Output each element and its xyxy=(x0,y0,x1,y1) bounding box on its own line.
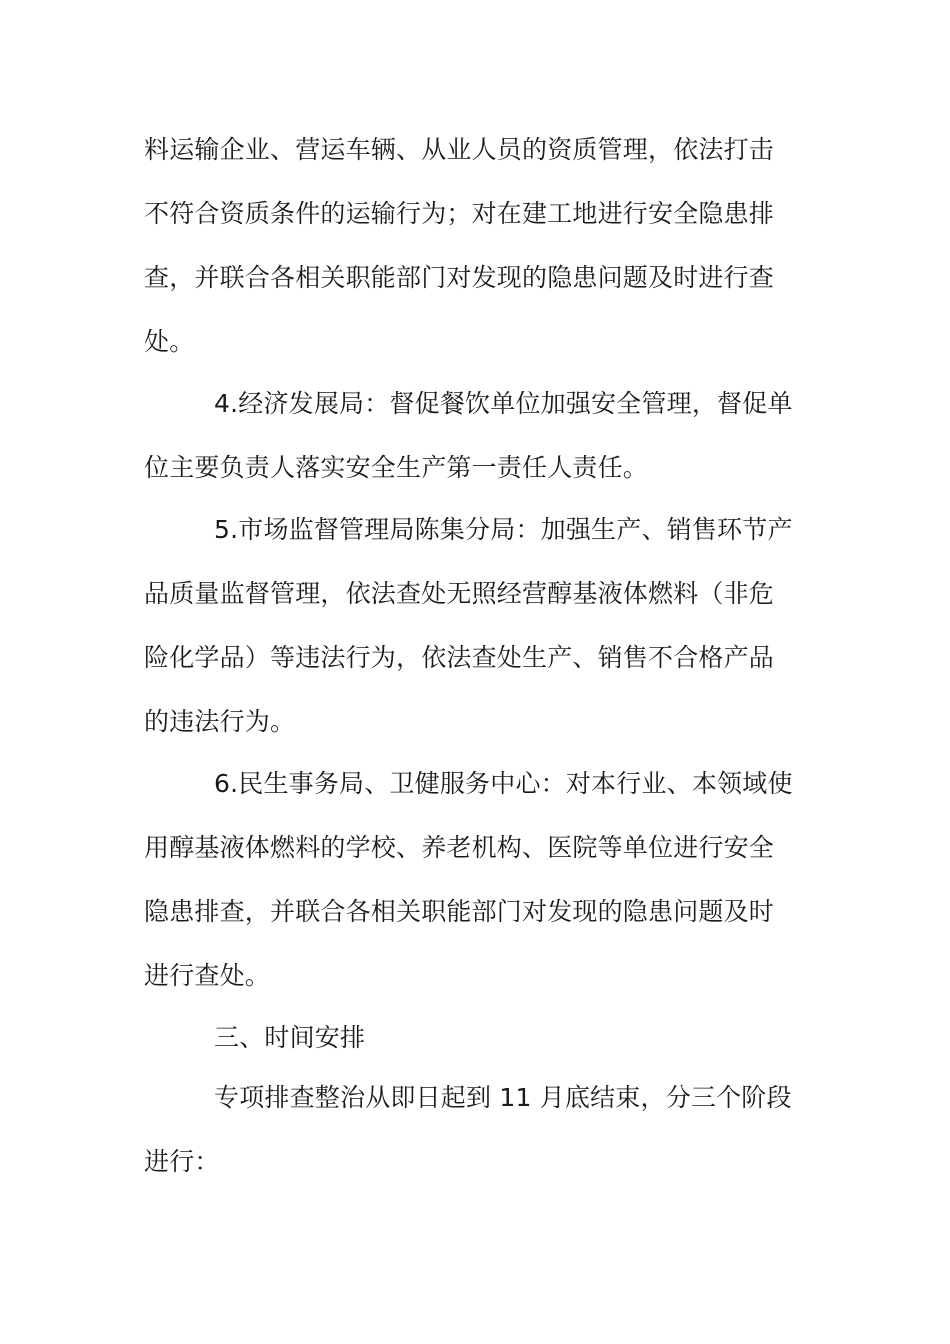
paragraph-line: 进行查处。 xyxy=(144,961,271,990)
paragraph-line: 查，并联合各相关职能部门对发现的隐患问题及时进行查 xyxy=(144,263,775,292)
paragraph-line: 处。 xyxy=(144,327,195,356)
paragraph-line: 位主要负责人落实安全生产第一责任人责任。 xyxy=(144,453,649,482)
paragraph-line: 险化学品）等违法行为，依法查处生产、销售不合格产品 xyxy=(144,643,775,672)
paragraph-line: 品质量监督管理，依法查处无照经营醇基液体燃料（非危 xyxy=(144,579,775,608)
paragraph-line: 不符合资质条件的运输行为；对在建工地进行安全隐患排 xyxy=(144,199,775,228)
paragraph-line: 5.市场监督管理局陈集分局：加强生产、销售环节产 xyxy=(214,515,793,544)
paragraph-line: 6.民生事务局、卫健服务中心：对本行业、本领域使 xyxy=(214,769,793,798)
paragraph-line: 的违法行为。 xyxy=(144,707,296,736)
paragraph-line: 4.经济发展局：督促餐饮单位加强安全管理，督促单 xyxy=(214,389,793,418)
paragraph-line: 料运输企业、营运车辆、从业人员的资质管理，依法打击 xyxy=(144,135,775,164)
paragraph-line: 隐患排查，并联合各相关职能部门对发现的隐患问题及时 xyxy=(144,897,775,926)
paragraph-line: 用醇基液体燃料的学校、养老机构、医院等单位进行安全 xyxy=(144,833,775,862)
section-heading: 三、时间安排 xyxy=(214,1023,366,1052)
paragraph-line: 进行： xyxy=(144,1147,220,1176)
paragraph-line: 专项排查整治从即日起到 11 月底结束，分三个阶段 xyxy=(214,1083,792,1112)
